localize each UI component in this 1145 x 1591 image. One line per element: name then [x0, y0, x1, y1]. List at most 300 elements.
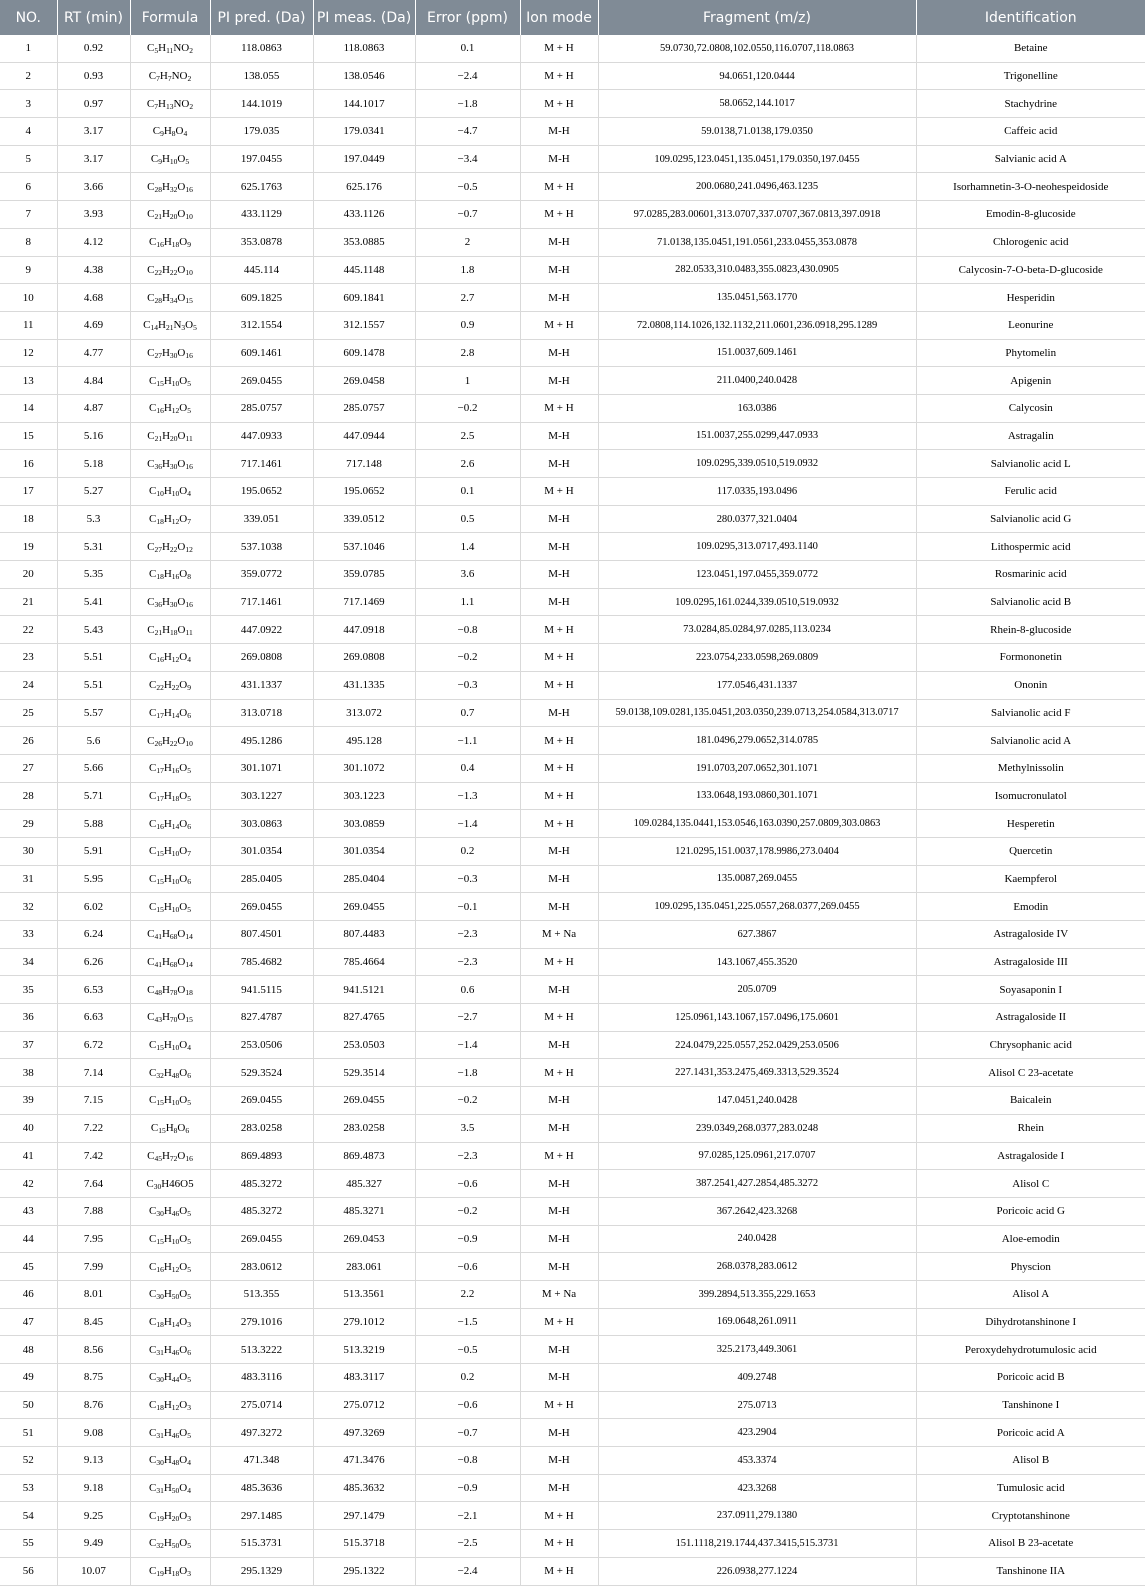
formula-subscript: 16 — [156, 240, 164, 250]
formula-element: O — [179, 1399, 188, 1412]
table-row — [0, 1280, 1145, 1308]
formula-subscript: 5 — [187, 1292, 191, 1302]
cell-error: 0.7 — [415, 699, 520, 727]
formula-element: C — [149, 1094, 157, 1107]
formula-element: O — [179, 374, 188, 387]
table-row — [0, 422, 1145, 450]
formula-element: O — [177, 1149, 186, 1162]
cell-formula — [130, 782, 210, 810]
cell-pi-pred: 495.1286 — [210, 727, 313, 755]
cell-pi-pred: 197.0455 — [210, 145, 313, 173]
cell-ion-mode: M-H — [520, 367, 598, 395]
formula-subscript: 16 — [171, 572, 180, 582]
cell-ion-mode: M-H — [520, 1419, 598, 1447]
header-rt: RT (min) — [57, 0, 130, 35]
cell-rt: 5.51 — [57, 671, 130, 699]
formula-element: H — [163, 1315, 172, 1328]
formula-subscript: 4 — [187, 655, 191, 665]
cell-pi-pred: 471.348 — [210, 1447, 313, 1475]
formula-subscript: 10 — [171, 1098, 180, 1108]
cell-pi-meas: 485.3271 — [313, 1197, 415, 1225]
cell-no: 48 — [0, 1336, 57, 1364]
cell-error: 0.6 — [415, 976, 520, 1004]
formula-element: H — [161, 928, 170, 941]
cell-formula — [130, 699, 210, 727]
formula-subscript: 45 — [154, 1153, 162, 1163]
formula-subscript: 30 — [156, 1375, 164, 1385]
cell-ion-mode: M-H — [520, 1474, 598, 1502]
formula-subscript: 20 — [170, 433, 178, 443]
formula-element: H — [163, 651, 172, 664]
cell-fragment: 72.0808,114.1026,132.1132,211.0601,236.0918,295.1289 — [598, 311, 916, 339]
cell-pi-meas: 138.0546 — [313, 62, 415, 90]
cell-formula — [130, 339, 210, 367]
cell-error: −0.3 — [415, 671, 520, 699]
cell-error: 0.1 — [415, 35, 520, 62]
cell-pi-meas: 283.0258 — [313, 1114, 415, 1142]
formula-element: H — [161, 153, 170, 166]
cell-pi-meas: 471.3476 — [313, 1447, 415, 1475]
cell-fragment: 627.3867 — [598, 921, 916, 949]
table-row — [0, 118, 1145, 146]
formula-element: O — [179, 1537, 188, 1550]
cell-identification: Astragalin — [916, 422, 1145, 450]
cell-identification: Rhein-8-glucoside — [916, 616, 1145, 644]
formula-subscript: 15 — [156, 378, 164, 388]
cell-fragment: 109.0295,123.0451,135.0451,179.0350,197.0455 — [598, 145, 916, 173]
formula-element: O — [179, 1232, 188, 1245]
table-row — [0, 339, 1145, 367]
cell-pi-meas: 279.1012 — [313, 1308, 415, 1336]
cell-ion-mode: M-H — [520, 118, 598, 146]
formula-subscript: 7 — [187, 849, 191, 859]
cell-pi-pred: 497.3272 — [210, 1419, 313, 1447]
formula-element: O — [177, 346, 186, 359]
formula-element: C — [149, 1482, 157, 1495]
cell-error: −0.6 — [415, 1391, 520, 1419]
cell-ion-mode: M + H — [520, 1142, 598, 1170]
formula-subscript: 26 — [154, 738, 162, 748]
cell-pi-meas: 313.072 — [313, 699, 415, 727]
formula-subscript: 5 — [187, 793, 191, 803]
cell-pi-meas: 144.1017 — [313, 90, 415, 118]
cell-identification: Baicalein — [916, 1087, 1145, 1115]
cell-no: 45 — [0, 1253, 57, 1281]
cell-rt: 5.43 — [57, 616, 130, 644]
cell-rt: 7.42 — [57, 1142, 130, 1170]
formula-element: H — [161, 291, 170, 304]
formula-subscript: 18 — [156, 517, 164, 527]
table-row — [0, 1364, 1145, 1392]
formula-subscript: 5 — [187, 1236, 191, 1246]
cell-pi-pred: 295.1329 — [210, 1557, 313, 1585]
header-row — [0, 0, 1145, 35]
cell-error: −2.3 — [415, 948, 520, 976]
cell-pi-pred: 285.0405 — [210, 865, 313, 893]
table-row — [0, 1031, 1145, 1059]
formula-subscript: 18 — [171, 240, 180, 250]
formula-subscript: 50 — [171, 1292, 180, 1302]
cell-error: −0.9 — [415, 1225, 520, 1253]
cell-identification: Isorhamnetin-3-O-neohespeidoside — [916, 173, 1145, 201]
formula-element: H — [163, 1426, 172, 1439]
cell-pi-pred: 447.0933 — [210, 422, 313, 450]
formula-element: O — [179, 679, 188, 692]
cell-formula — [130, 1502, 210, 1530]
cell-no: 28 — [0, 782, 57, 810]
cell-fragment: 268.0378,283.0612 — [598, 1253, 916, 1281]
cell-pi-meas: 118.0863 — [313, 35, 415, 62]
cell-ion-mode: M + H — [520, 782, 598, 810]
formula-subscript: 46 — [171, 1347, 180, 1357]
cell-no: 24 — [0, 671, 57, 699]
cell-identification: Rosmarinic acid — [916, 561, 1145, 589]
formula-subscript: 21 — [154, 627, 163, 637]
cell-error: 0.9 — [415, 311, 520, 339]
table-row — [0, 394, 1145, 422]
cell-fragment: 453.3374 — [598, 1447, 916, 1475]
cell-ion-mode: M-H — [520, 1197, 598, 1225]
cell-pi-pred: 869.4893 — [210, 1142, 313, 1170]
cell-rt: 5.3 — [57, 505, 130, 533]
formula-subscript: 18 — [156, 572, 164, 582]
formula-subscript: 32 — [169, 184, 178, 194]
formula-subscript: 48 — [154, 987, 162, 997]
cell-pi-meas: 285.0757 — [313, 394, 415, 422]
table-row — [0, 1447, 1145, 1475]
formula-element: H — [161, 596, 170, 609]
cell-pi-meas: 609.1478 — [313, 339, 415, 367]
cell-rt: 5.6 — [57, 727, 130, 755]
cell-rt: 3.17 — [57, 145, 130, 173]
cell-identification: Calycosin-7-O-beta-D-glucoside — [916, 256, 1145, 284]
cell-pi-meas: 447.0944 — [313, 422, 415, 450]
formula-element: O — [177, 429, 186, 442]
formula-element: H — [163, 236, 172, 249]
cell-ion-mode: M + H — [520, 394, 598, 422]
cell-pi-pred: 313.0718 — [210, 699, 313, 727]
formula-subscript: 16 — [185, 350, 193, 360]
cell-fragment: 133.0648,193.0860,301.1071 — [598, 782, 916, 810]
formula-subscript: 21 — [154, 212, 162, 222]
formula-element: C — [149, 374, 157, 387]
formula-subscript: 36 — [154, 600, 162, 610]
formula-element: C — [149, 1454, 157, 1467]
cell-pi-pred: 609.1461 — [210, 339, 313, 367]
cell-fragment: 191.0703,207.0652,301.1071 — [598, 754, 916, 782]
cell-fragment: 147.0451,240.0428 — [598, 1087, 916, 1115]
formula-element: C — [149, 817, 157, 830]
cell-rt: 4.69 — [57, 311, 130, 339]
cell-pi-pred: 513.3222 — [210, 1336, 313, 1364]
cell-pi-meas: 339.0512 — [313, 505, 415, 533]
formula-element: O — [177, 291, 186, 304]
cell-pi-pred: 179.035 — [210, 118, 313, 146]
formula-subscript: 16 — [156, 406, 164, 416]
cell-no: 30 — [0, 837, 57, 865]
formula-element: O — [179, 900, 188, 913]
cell-ion-mode: M + H — [520, 948, 598, 976]
formula-subscript: 15 — [156, 1043, 164, 1053]
formula-element: H — [162, 623, 171, 636]
formula-element: O — [185, 319, 194, 332]
formula-subscript: 4 — [187, 1043, 191, 1053]
cell-formula — [130, 616, 210, 644]
table-row — [0, 1004, 1145, 1032]
formula-element: O — [179, 236, 188, 249]
table-row — [0, 644, 1145, 672]
cell-fragment: 97.0285,283.00601,313.0707,337.0707,367.0813,397.0918 — [598, 201, 916, 229]
cell-identification: Caffeic acid — [916, 118, 1145, 146]
table-row — [0, 145, 1145, 173]
cell-ion-mode: M + H — [520, 478, 598, 506]
formula-subscript: 16 — [156, 1264, 164, 1274]
cell-fragment: 109.0295,339.0510,519.0932 — [598, 450, 916, 478]
cell-formula — [130, 1087, 210, 1115]
cell-identification: Emodin-8-glucoside — [916, 201, 1145, 229]
cell-error: 0.5 — [415, 505, 520, 533]
formula-subscript: 27 — [154, 544, 162, 554]
cell-identification: Peroxydehydrotumulosic acid — [916, 1336, 1145, 1364]
cell-no: 9 — [0, 256, 57, 284]
cell-pi-meas: 283.061 — [313, 1253, 415, 1281]
cell-pi-pred: 269.0455 — [210, 1087, 313, 1115]
cell-fragment: 240.0428 — [598, 1225, 916, 1253]
cell-identification: Hesperetin — [916, 810, 1145, 838]
cell-rt: 0.97 — [57, 90, 130, 118]
formula-subscript: 22 — [169, 544, 178, 554]
formula-element: O — [179, 402, 188, 415]
formula-element: O — [179, 568, 188, 581]
cell-pi-pred: 269.0455 — [210, 367, 313, 395]
cell-pi-pred: 433.1129 — [210, 201, 313, 229]
formula-element: O — [177, 1122, 186, 1135]
cell-fragment: 109.0295,161.0244,339.0510,519.0932 — [598, 588, 916, 616]
formula-element: C — [149, 789, 157, 802]
table-row — [0, 616, 1145, 644]
cell-formula — [130, 118, 210, 146]
formula-element: H — [161, 540, 170, 553]
formula-subscript: 5 — [185, 157, 190, 167]
formula-subscript: 21 — [154, 433, 163, 443]
table-row — [0, 35, 1145, 62]
cell-fragment: 117.0335,193.0496 — [598, 478, 916, 506]
table-row — [0, 1557, 1145, 1585]
cell-pi-pred: 312.1554 — [210, 311, 313, 339]
formula-subscript: 2 — [189, 101, 194, 111]
cell-no: 36 — [0, 1004, 57, 1032]
cell-pi-pred: 279.1016 — [210, 1308, 313, 1336]
cell-identification: Salvianolic acid F — [916, 699, 1145, 727]
cell-fragment: 227.1431,353.2475,469.3313,529.3524 — [598, 1059, 916, 1087]
cell-error: 0.2 — [415, 837, 520, 865]
formula-element: H — [163, 900, 172, 913]
cell-fragment: 143.1067,455.3520 — [598, 948, 916, 976]
formula-subscript: 12 — [171, 655, 180, 665]
table-row — [0, 478, 1145, 506]
formula-element: O — [177, 540, 186, 553]
formula-element: O — [179, 1426, 188, 1439]
cell-pi-pred: 301.1071 — [210, 754, 313, 782]
cell-pi-meas: 275.0712 — [313, 1391, 415, 1419]
cell-pi-meas: 485.327 — [313, 1170, 415, 1198]
cell-ion-mode: M + Na — [520, 921, 598, 949]
formula-element: O — [177, 956, 186, 969]
cell-identification: Astragaloside III — [916, 948, 1145, 976]
formula-element: H — [163, 1288, 172, 1301]
cell-identification: Methylnissolin — [916, 754, 1145, 782]
formula-element: C — [152, 125, 161, 138]
formula-subscript: 31 — [156, 1486, 164, 1496]
formula-element: H — [165, 1122, 174, 1135]
cell-fragment: 109.0295,135.0451,225.0557,268.0377,269.0455 — [598, 893, 916, 921]
formula-subscript: 10 — [171, 378, 180, 388]
cell-pi-meas: 269.0458 — [313, 367, 415, 395]
cell-fragment: 423.3268 — [598, 1474, 916, 1502]
cell-ion-mode: M + H — [520, 1308, 598, 1336]
formula-subscript: 5 — [187, 1541, 191, 1551]
formula-subscript: 9 — [187, 240, 191, 250]
formula-subscript: 6 — [187, 1347, 191, 1357]
cell-rt: 0.93 — [57, 62, 130, 90]
cell-no: 21 — [0, 588, 57, 616]
cell-formula — [130, 35, 210, 62]
formula-subscript: 9 — [187, 683, 191, 693]
cell-formula — [130, 145, 210, 173]
table-row — [0, 1474, 1145, 1502]
cell-fragment: 211.0400,240.0428 — [598, 367, 916, 395]
formula-element: H — [163, 706, 172, 719]
cell-identification: Formononetin — [916, 644, 1145, 672]
cell-pi-pred: 537.1038 — [210, 533, 313, 561]
cell-no: 37 — [0, 1031, 57, 1059]
cell-error: 3.6 — [415, 561, 520, 589]
formula-element: H — [163, 1094, 172, 1107]
cell-formula — [130, 671, 210, 699]
cell-pi-pred: 447.0922 — [210, 616, 313, 644]
formula-element: H — [158, 97, 166, 110]
formula-element: O — [179, 789, 188, 802]
cell-rt: 3.17 — [57, 118, 130, 146]
cell-fragment: 121.0295,151.0037,178.9986,273.0404 — [598, 837, 916, 865]
formula-element: O — [179, 1482, 188, 1495]
cell-rt: 6.53 — [57, 976, 130, 1004]
formula-subscript: 44 — [171, 1375, 180, 1385]
cell-pi-pred: 283.0258 — [210, 1114, 313, 1142]
formula-element: C — [149, 402, 157, 415]
formula-element: H — [157, 319, 166, 332]
cell-formula — [130, 533, 210, 561]
cell-pi-meas: 269.0455 — [313, 1087, 415, 1115]
table-row — [0, 1253, 1145, 1281]
cell-ion-mode: M-H — [520, 865, 598, 893]
table-row — [0, 450, 1145, 478]
cell-fragment: 237.0911,279.1380 — [598, 1502, 916, 1530]
formula-element: C — [147, 429, 155, 442]
formula-subscript: 9 — [158, 157, 162, 167]
formula-element: H — [161, 208, 170, 221]
cell-pi-meas: 497.3269 — [313, 1419, 415, 1447]
header-identification: Identification — [916, 0, 1145, 35]
formula-element: H — [163, 1509, 172, 1522]
formula-element: C — [147, 1011, 155, 1024]
cell-rt: 7.15 — [57, 1087, 130, 1115]
formula-subscript: 5 — [187, 406, 191, 416]
cell-error: 1.4 — [415, 533, 520, 561]
cell-rt: 4.84 — [57, 367, 130, 395]
formula-element: H — [159, 70, 168, 83]
cell-ion-mode: M-H — [520, 837, 598, 865]
cell-error: −1.3 — [415, 782, 520, 810]
formula-subscript: 30 — [169, 600, 178, 610]
formula-element: C — [147, 208, 155, 221]
cell-formula — [130, 865, 210, 893]
cell-formula — [130, 1447, 210, 1475]
formula-subscript: 3 — [187, 1403, 191, 1413]
formula-element: O — [179, 1343, 188, 1356]
cell-ion-mode: M + H — [520, 62, 598, 90]
cell-formula — [130, 1336, 210, 1364]
cell-rt: 7.64 — [57, 1170, 130, 1198]
formula-subscript: 17 — [156, 710, 164, 720]
cell-ion-mode: M-H — [520, 1253, 598, 1281]
formula-subscript: 2 — [187, 74, 192, 84]
cell-identification: Astragaloside IV — [916, 921, 1145, 949]
cell-fragment: 59.0138,71.0138,179.0350 — [598, 118, 916, 146]
cell-ion-mode: M + H — [520, 1530, 598, 1558]
cell-ion-mode: M + H — [520, 35, 598, 62]
formula-element: C — [149, 568, 157, 581]
cell-error: 3.5 — [415, 1114, 520, 1142]
formula-subscript: 16 — [156, 821, 164, 831]
formula-subscript: 8 — [187, 572, 191, 582]
formula-element: H — [163, 1482, 172, 1495]
cell-rt: 7.95 — [57, 1225, 130, 1253]
formula-element: O — [179, 845, 188, 858]
cell-fragment: 223.0754,233.0598,269.0809 — [598, 644, 916, 672]
cell-no: 16 — [0, 450, 57, 478]
formula-element: C — [149, 706, 157, 719]
table-row — [0, 1142, 1145, 1170]
cell-identification: Poricoic acid A — [916, 1419, 1145, 1447]
cell-formula — [130, 62, 210, 90]
formula-element: C — [149, 236, 157, 249]
cell-error: −0.8 — [415, 1447, 520, 1475]
formula-element: O — [177, 263, 186, 276]
formula-element: O — [177, 928, 186, 941]
cell-rt: 9.18 — [57, 1474, 130, 1502]
cell-identification: Salvianolic acid A — [916, 727, 1145, 755]
formula-subscript: 32 — [156, 1541, 164, 1551]
formula-subscript: 19 — [156, 1513, 164, 1523]
table-row — [0, 505, 1145, 533]
cell-formula — [130, 1114, 210, 1142]
cell-pi-pred: 445.114 — [210, 256, 313, 284]
cell-fragment: 325.2173,449.3061 — [598, 1336, 916, 1364]
formula-element: H — [163, 1205, 172, 1218]
cell-formula — [130, 727, 210, 755]
cell-pi-pred: 485.3272 — [210, 1197, 313, 1225]
formula-subscript: 30 — [153, 1181, 162, 1191]
cell-rt: 5.88 — [57, 810, 130, 838]
table-row — [0, 367, 1145, 395]
cell-pi-pred: 717.1461 — [210, 588, 313, 616]
cell-no: 7 — [0, 201, 57, 229]
cell-rt: 8.76 — [57, 1391, 130, 1419]
cell-formula — [130, 1004, 210, 1032]
table-row — [0, 284, 1145, 312]
cell-identification: Tanshinone IIA — [916, 1557, 1145, 1585]
